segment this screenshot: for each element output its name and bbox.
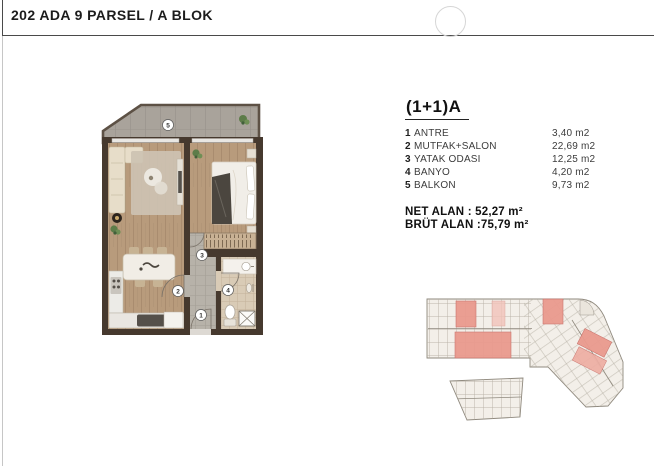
room-name: BALKON <box>414 180 456 191</box>
svg-text:2: 2 <box>176 288 180 296</box>
building-block-b <box>448 376 526 422</box>
room-number: 2 <box>405 141 411 152</box>
room-area: 3,40 m2 <box>552 128 590 139</box>
area-totals <box>405 206 605 231</box>
room-marker-2 <box>173 286 184 297</box>
wall-hall-bath-top <box>216 257 221 271</box>
bed <box>212 162 256 224</box>
entry-opening <box>189 329 211 335</box>
room-name: MUTFAK+SALON <box>414 141 497 152</box>
room-area: 22,69 m2 <box>552 141 596 152</box>
room-list <box>405 128 605 193</box>
room-marker-3 <box>197 250 208 261</box>
room-name: ANTRE <box>414 128 449 139</box>
svg-text:3: 3 <box>200 252 204 260</box>
washing-machine <box>239 311 255 326</box>
room-row <box>405 141 605 154</box>
toilet <box>224 305 236 326</box>
wall-living-hall <box>184 297 190 335</box>
svg-text:4: 4 <box>226 287 230 295</box>
page-title: 202 ADA 9 PARSEL / A BLOK <box>11 7 213 23</box>
room-row <box>405 167 605 180</box>
highlighted-unit <box>543 299 563 324</box>
side-table <box>112 213 122 223</box>
room-marker-5 <box>163 120 174 131</box>
north-indicator-circle <box>435 6 466 37</box>
room-number: 3 <box>405 154 411 165</box>
room-marker-4 <box>223 285 234 296</box>
room-row <box>405 180 605 193</box>
room-name: YATAK ODASI <box>414 154 481 165</box>
room-number: 5 <box>405 180 411 191</box>
nightstand-top <box>247 149 256 158</box>
bathroom-door-opening <box>216 271 221 291</box>
highlighted-unit <box>456 301 476 327</box>
legend <box>405 97 605 231</box>
room-area: 12,25 m2 <box>552 154 596 165</box>
header-rule <box>2 35 654 36</box>
net-area: NET ALAN : 52,27 m² <box>405 206 523 218</box>
wardrobe <box>204 233 256 249</box>
page-left-border <box>2 0 3 466</box>
room-number: 4 <box>405 167 411 178</box>
floor-plan <box>85 85 275 345</box>
balcony-slider-bedroom <box>192 139 253 143</box>
room-area: 4,20 m2 <box>552 167 590 178</box>
brut-area: BRÜT ALAN :75,79 m² <box>405 218 529 231</box>
room-marker-1 <box>196 310 207 321</box>
highlighted-unit <box>455 332 511 358</box>
svg-text:1: 1 <box>199 312 203 320</box>
balcony-slider-living <box>112 139 179 143</box>
highlighted-unit <box>492 301 505 326</box>
room-number: 1 <box>405 128 411 139</box>
room-row <box>405 154 605 167</box>
wall-hall-bath-bottom <box>216 291 221 329</box>
wall-living-bedroom <box>184 137 190 275</box>
bathroom-sink <box>223 259 256 274</box>
room-area: 9,73 m2 <box>552 180 590 191</box>
svg-text:5: 5 <box>166 122 170 130</box>
unit-type-title: (1+1)A <box>405 97 469 120</box>
page-left-border-top <box>2 0 3 36</box>
site-key-plan <box>420 290 645 460</box>
living-hall-opening <box>184 275 190 297</box>
wall-bedroom-bath <box>204 249 263 257</box>
room-row <box>405 128 605 141</box>
rug <box>131 151 181 215</box>
tv-unit <box>177 159 183 205</box>
room-name: BANYO <box>414 167 451 178</box>
